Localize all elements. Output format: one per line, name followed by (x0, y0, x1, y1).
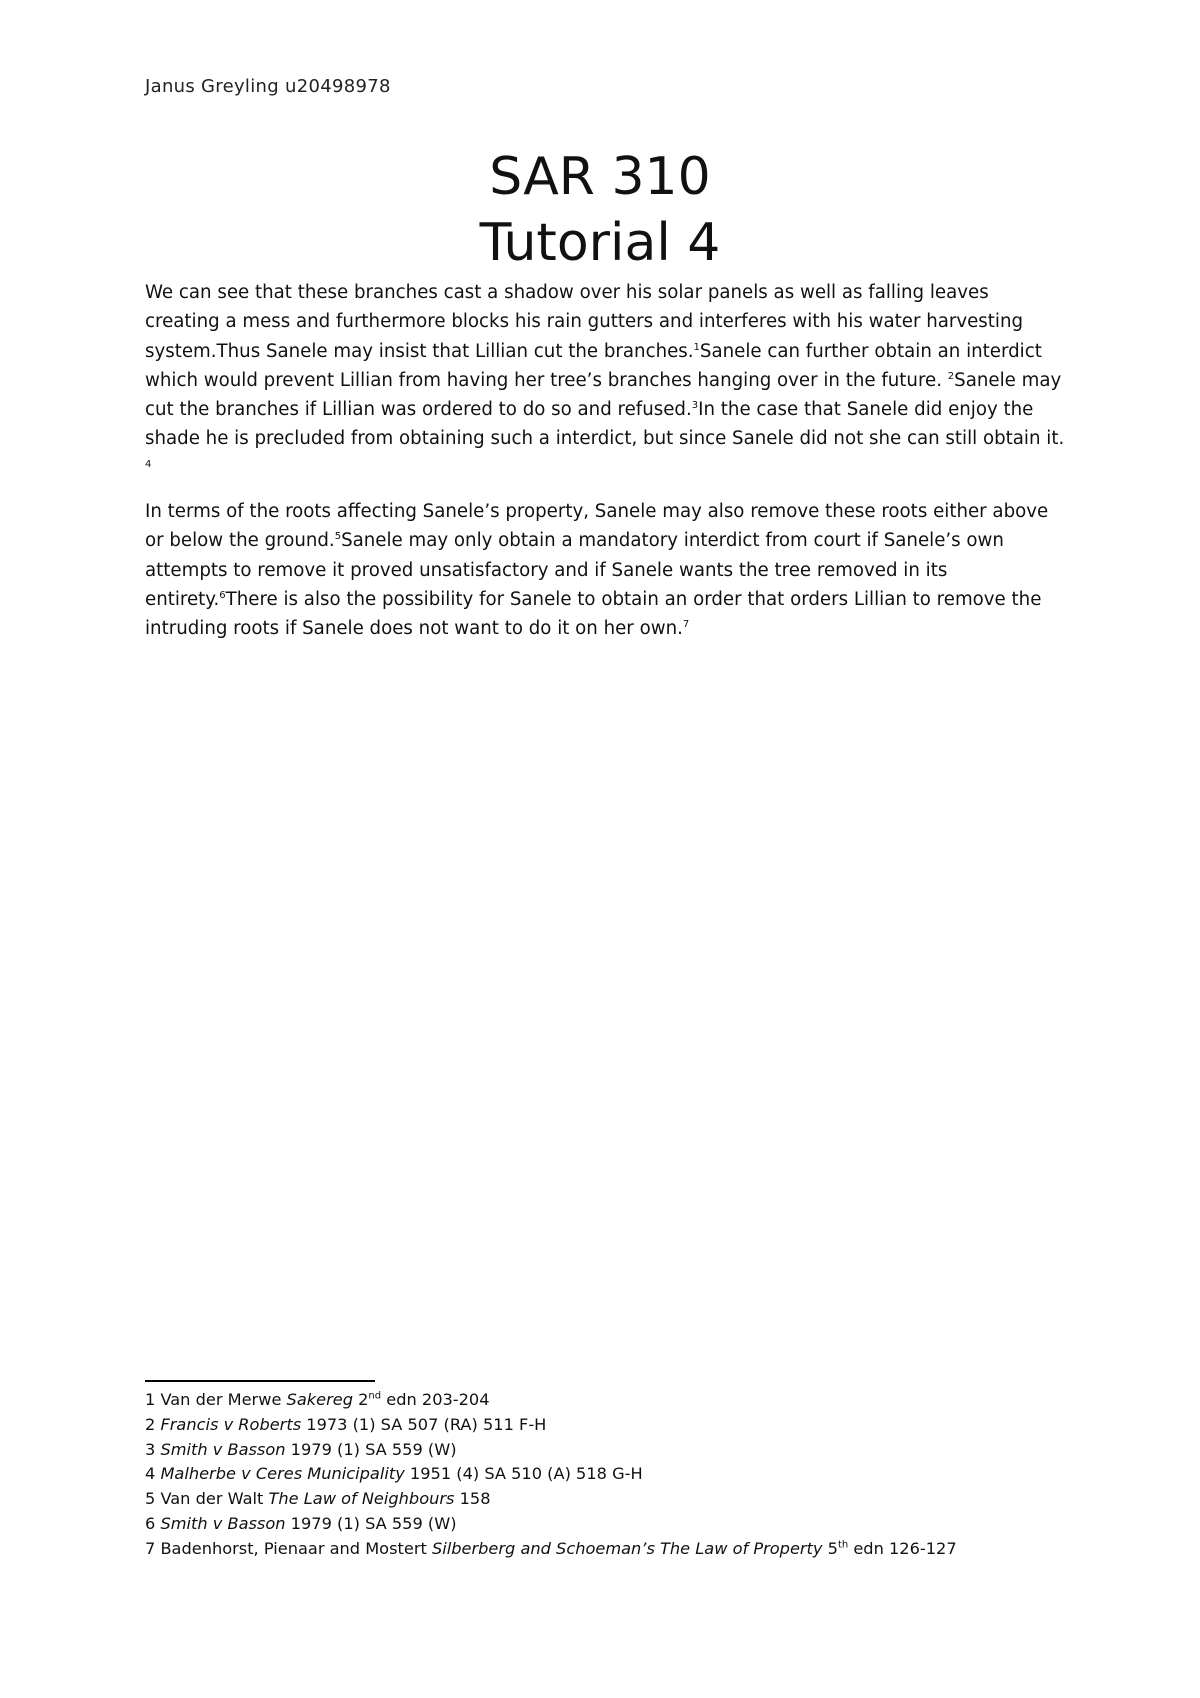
footnote-text: edn 203-204 (381, 1390, 490, 1409)
footnote-italic-text: Smith v Basson (160, 1513, 286, 1533)
footnote-text: 1979 (1) SA 559 (W) (285, 1439, 457, 1459)
body-paragraph (145, 278, 1065, 483)
footnote-text: 1 Van der Merwe (145, 1390, 287, 1409)
footnote-italic-text: Francis v Roberts (160, 1414, 302, 1434)
footnote-italic-text: The Law of Neighbours (268, 1489, 455, 1509)
footnote-text: 1951 (4) SA 510 (A) 518 G-H (404, 1464, 643, 1484)
paragraph-marker: 1 (693, 341, 700, 353)
footnote-text: 158 (454, 1489, 491, 1509)
footnote-text: 7 Badenhorst, Pienaar and Mostert (145, 1538, 432, 1558)
footnote-separator (145, 1380, 375, 1382)
footnote-marker: th (837, 1539, 849, 1551)
paragraph-text: We can see that these branches cast a shadow over his solar panels as well as falling leaves creating a mess and furthermore blocks his rain gutters and interferes with his water harvesting system.Thus Sanele may insist that Lillian cut the branches. (145, 282, 1024, 362)
footnote-marker: nd (368, 1390, 382, 1402)
footnote-text: 2 (145, 1414, 161, 1434)
footnote-text: 5 Van der Walt (145, 1489, 269, 1509)
footnote-text: 2 (352, 1390, 369, 1409)
paragraph-marker: 4 (145, 458, 152, 470)
footnotes (145, 1388, 1085, 1562)
paragraph-marker: 3 (691, 400, 699, 412)
paragraph-text: Sanele may cut the branches if Lillian was ordered to do so and refused. (145, 369, 1062, 421)
title-line-1: SAR 310 (489, 147, 711, 207)
footnote-item (145, 1537, 1085, 1562)
footnote-text: 3 (145, 1439, 161, 1459)
body-paragraph (145, 497, 1065, 643)
footnote-item (145, 1487, 1085, 1512)
footnote-italic-text: Smith v Basson (160, 1439, 286, 1459)
footnote-text: 6 (145, 1513, 161, 1533)
paragraph-marker: 7 (682, 619, 690, 631)
footnote-item (145, 1462, 1085, 1487)
title-line-2: Tutorial 4 (479, 213, 721, 273)
footnote-italic-text: Silberberg and Schoeman’s The Law of Property (431, 1538, 823, 1558)
footnote-text: 5 (822, 1538, 838, 1558)
footnote-item (145, 1388, 1085, 1413)
page-title (0, 144, 1200, 276)
footnote-italic-text: Sakereg (286, 1390, 353, 1409)
paragraph-text: In the case that Sanele did enjoy the shade he is precluded from obtaining such a interdict, but since Sanele did not she can still obtain it. (145, 399, 1065, 450)
paragraph-text: Sanele may only obtain a mandatory interdict from court if Sanele’s own attempts to remove it proved unsatisfactory and if Sanele wants the tree removed in its entirety. (145, 530, 1004, 610)
footnote-item (145, 1512, 1085, 1537)
paragraph-text: In terms of the roots affecting Sanele’s property, Sanele may also remove these roots either above or below the ground. (145, 501, 1049, 552)
page-header: Janus Greyling u20498978 (145, 76, 391, 97)
footnote-item (145, 1438, 1085, 1463)
footnote-text: 1979 (1) SA 559 (W) (285, 1513, 457, 1533)
footnote-text: 4 (145, 1464, 161, 1484)
paragraph-marker: 5 (334, 531, 342, 543)
footnote-text: edn 126-127 (848, 1538, 957, 1558)
footnote-italic-text: Malherbe v Ceres Municipality (160, 1464, 405, 1484)
footnote-text: 1973 (1) SA 507 (RA) 511 F-H (301, 1414, 547, 1434)
paragraph-text: Sanele can further obtain an interdict which would prevent Lillian from having her tree’s branches hanging over in the future. (145, 340, 1042, 391)
footnote-item (145, 1413, 1085, 1438)
body-text (145, 278, 1065, 644)
paragraph-marker: 2 (947, 370, 955, 382)
paragraph-text: There is also the possibility for Sanele to obtain an order that orders Lillian to remove the intruding roots if Sanele does not want to do it on her own. (145, 588, 1042, 640)
paragraph-marker: 6 (219, 589, 226, 601)
